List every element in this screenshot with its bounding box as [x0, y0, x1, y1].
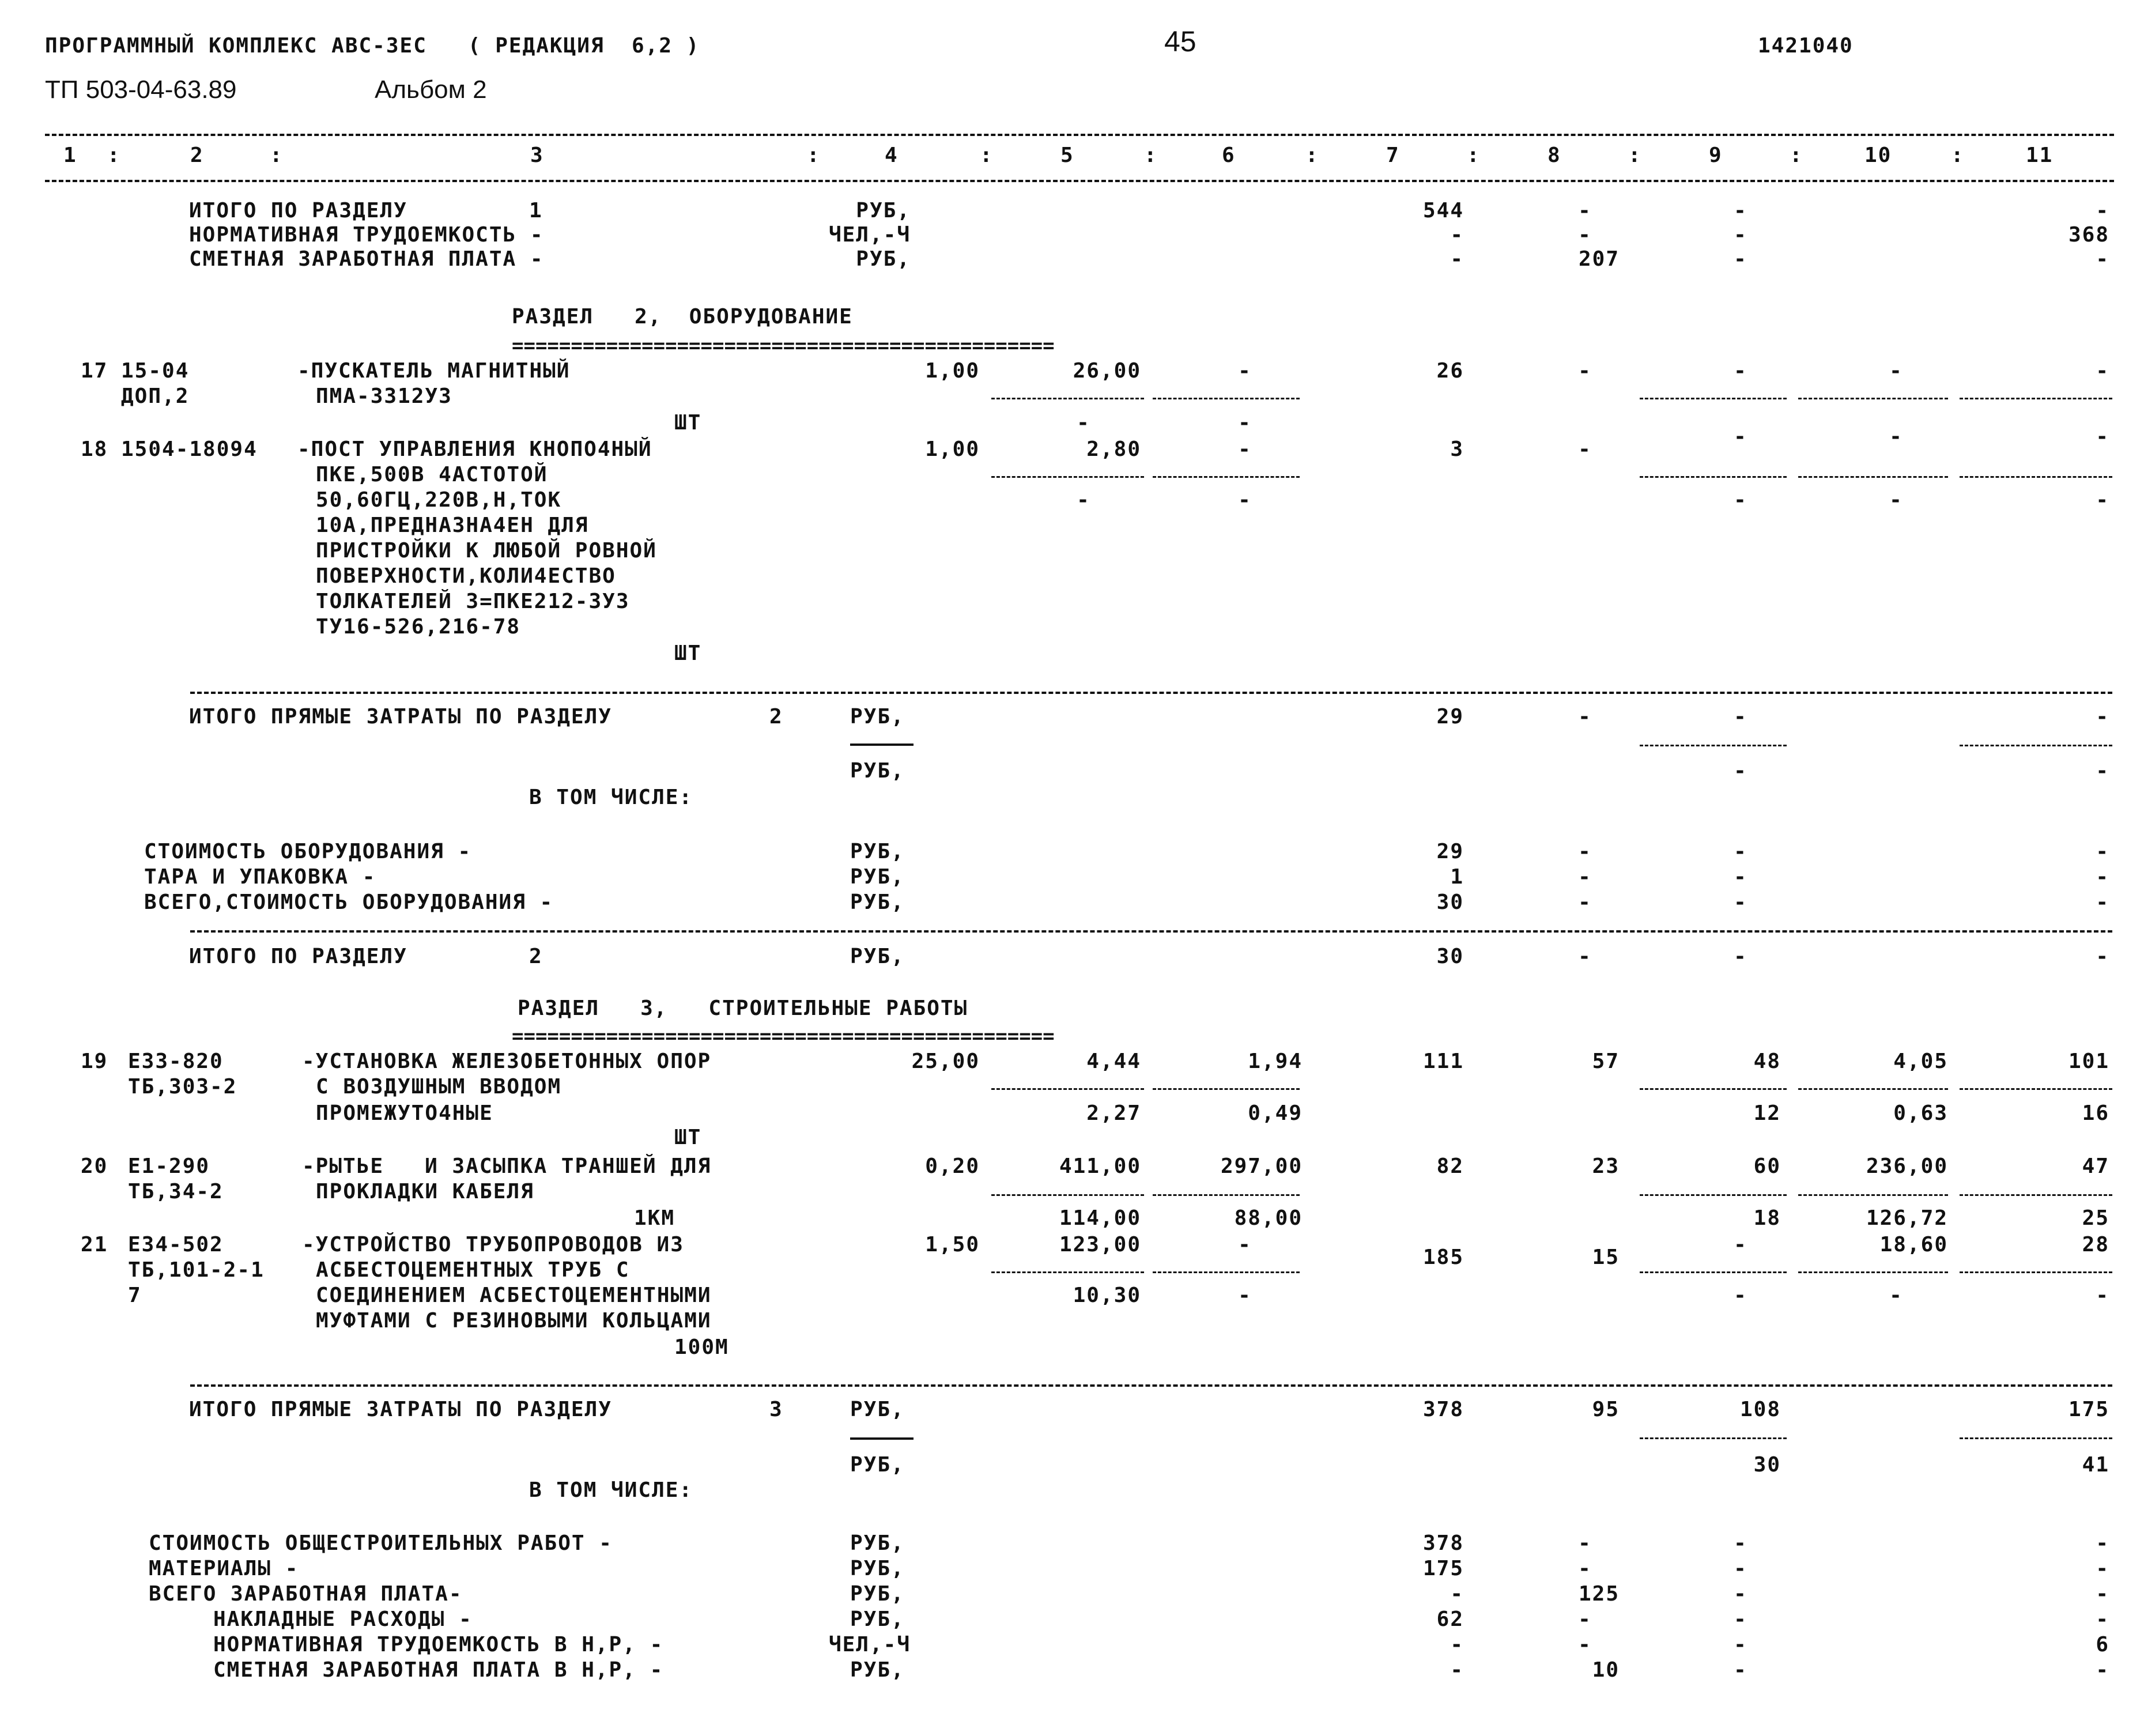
item-number: 17: [81, 359, 108, 383]
item-name: МУФТАМИ С РЕЗИНОВЫМИ КОЛЬЦАМИ: [316, 1309, 712, 1333]
col10-wage: 0,63: [1893, 1101, 1948, 1125]
col11-value: -: [2096, 1531, 2109, 1555]
unit: ЧЕЛ,-Ч: [828, 1633, 911, 1656]
col10-wage: 126,72: [1866, 1206, 1948, 1230]
col8-value: -: [1578, 199, 1592, 222]
col-header-3: 3: [530, 144, 544, 167]
col-header-9: 9: [1709, 144, 1723, 167]
col8-value: -: [1578, 437, 1592, 461]
subline: [1798, 1088, 1948, 1090]
col7-value: 185: [1422, 1246, 1464, 1269]
subline: [1153, 476, 1300, 478]
unit: РУБ,: [850, 759, 905, 783]
col11-value: -: [2096, 199, 2109, 222]
col11-value: -: [2096, 840, 2109, 863]
col7-value: 175: [1422, 1557, 1464, 1580]
section-rule: [190, 1384, 2112, 1387]
col-sep: :: [107, 144, 121, 167]
col-sep: :: [980, 144, 994, 167]
col7-value: 544: [1422, 199, 1464, 222]
subtotal-label: СМЕТНАЯ ЗАРАБОТНАЯ ПЛАТА -: [189, 247, 544, 271]
unit: РУБ,: [850, 1582, 905, 1606]
item-quantity: 1,00: [925, 437, 980, 461]
col10-value: 236,00: [1866, 1154, 1948, 1178]
subtotal-label: ИТОГО ПО РАЗДЕЛУ: [189, 199, 407, 222]
col7-value: 26: [1436, 359, 1464, 383]
unit: РУБ,: [856, 199, 911, 222]
item-code: ТБ,303-2: [128, 1075, 237, 1099]
col9-value: -: [1734, 199, 1747, 222]
col11-value: 28: [2082, 1233, 2109, 1256]
col-sep: :: [1467, 144, 1481, 167]
col11-value: 175: [2068, 1398, 2109, 1421]
item-code: 7: [128, 1284, 142, 1307]
document-code: 1421040: [1758, 34, 1854, 58]
col11-wage: -: [2096, 759, 2109, 783]
col8-value: 95: [1592, 1398, 1620, 1421]
col8-value: -: [1578, 1633, 1592, 1656]
unit: РУБ,: [850, 840, 905, 863]
col8-value: -: [1578, 1607, 1592, 1631]
col11-value: 6: [2096, 1633, 2109, 1656]
col11-wage: 16: [2082, 1101, 2109, 1125]
unit-labor-wage: -: [1238, 488, 1252, 512]
unit-cost-wage: -: [1077, 411, 1090, 435]
col8-value: -: [1578, 890, 1592, 914]
unit-labor-cost: -: [1238, 359, 1252, 383]
col7-value: 1: [1450, 865, 1464, 889]
col-sep: :: [807, 144, 821, 167]
section-number: 2: [769, 705, 783, 729]
col7-value: 378: [1422, 1531, 1464, 1555]
col-header-8: 8: [1547, 144, 1561, 167]
section-number: 2: [529, 945, 543, 968]
col9-value: -: [1734, 359, 1747, 383]
section-number: 3: [769, 1398, 783, 1421]
subline: [991, 398, 1144, 399]
col10-value: -: [1889, 425, 1903, 448]
item-code: 1504-18094: [121, 437, 258, 461]
col9-wage: 18: [1753, 1206, 1781, 1230]
item-name: ТУ16-526,216-78: [316, 615, 521, 639]
subline: [991, 1271, 1144, 1273]
subline: [1960, 1088, 2112, 1090]
subline: [1798, 1271, 1948, 1273]
unit-cost: 123,00: [1059, 1233, 1141, 1256]
item-name: ПОВЕРХНОСТИ,КОЛИ4ЕСТВО: [316, 564, 616, 588]
unit-labor-cost: 297,00: [1220, 1154, 1303, 1178]
item-name: 10А,ПРЕДНАЗНА4ЕН ДЛЯ: [316, 514, 589, 537]
section-total-label: ИТОГО ПО РАЗДЕЛУ: [189, 945, 407, 968]
unit: РУБ,: [850, 865, 905, 889]
col-sep: :: [270, 144, 284, 167]
direct-costs-label: ИТОГО ПРЯМЫЕ ЗАТРАТЫ ПО РАЗДЕЛУ: [189, 705, 612, 729]
col-header-11: 11: [2026, 144, 2054, 167]
item-code: Е34-502: [128, 1233, 224, 1256]
unit-labor-cost: -: [1238, 437, 1252, 461]
col8-value: 23: [1592, 1154, 1620, 1178]
col9-value: -: [1734, 705, 1747, 729]
unit-cost-wage: 2,27: [1086, 1101, 1141, 1125]
col11-value: -: [2096, 247, 2109, 271]
unit-cost-wage: 114,00: [1059, 1206, 1141, 1230]
page-number: 45: [1164, 25, 1196, 58]
item-unit: ШТ: [674, 411, 702, 435]
item-quantity: 25,00: [911, 1050, 980, 1073]
subline: [1960, 1271, 2112, 1273]
breakdown-label: ТАРА И УПАКОВКА -: [144, 865, 376, 889]
subline: [1153, 1088, 1300, 1090]
col9-value: -: [1734, 1531, 1747, 1555]
unit-labor-wage: 88,00: [1234, 1206, 1303, 1230]
col11-value: -: [2096, 359, 2109, 383]
col9-value: -: [1734, 1607, 1747, 1631]
subline: [1153, 1194, 1300, 1196]
item-code: ТБ,101-2-1: [128, 1258, 265, 1282]
item-quantity: 1,00: [925, 359, 980, 383]
unit-labor-cost: 1,94: [1248, 1050, 1303, 1073]
col8-value: 125: [1578, 1582, 1620, 1606]
project-code: ТП 503-04-63.89: [45, 76, 237, 104]
including-label: В ТОМ ЧИСЛЕ:: [529, 1478, 693, 1502]
subline: [1640, 1437, 1787, 1439]
item-unit: 1КМ: [634, 1206, 675, 1230]
subline: [1640, 1271, 1787, 1273]
col9-wage: 30: [1753, 1453, 1781, 1477]
section-title: РАЗДЕЛ 2, ОБОРУДОВАНИЕ: [512, 305, 853, 329]
col-header-4: 4: [885, 144, 899, 167]
col11-wage: 41: [2082, 1453, 2109, 1477]
section-underline: ==============================================: [512, 334, 1055, 357]
col11-wage: -: [2096, 488, 2109, 512]
col-header-7: 7: [1386, 144, 1400, 167]
subline: [991, 1194, 1144, 1196]
item-number: 18: [81, 437, 108, 461]
col11-value: -: [2096, 1557, 2109, 1580]
subline: [991, 1088, 1144, 1090]
col-sep: :: [1951, 144, 1965, 167]
item-code: 15-04: [121, 359, 190, 383]
col9-value: -: [1734, 840, 1747, 863]
col7-value: -: [1450, 1582, 1464, 1606]
col11-value: -: [2096, 1582, 2109, 1606]
col11-value: 47: [2082, 1154, 2109, 1178]
item-name: -ПУСКАТЕЛЬ МАГНИТНЫЙ: [297, 359, 571, 383]
album-label: Альбом 2: [375, 76, 487, 104]
col9-value: -: [1734, 1557, 1747, 1580]
item-code: ДОП,2: [121, 384, 190, 408]
item-unit: 100М: [674, 1335, 729, 1359]
col-sep: :: [1790, 144, 1803, 167]
col7-value: 30: [1436, 945, 1464, 968]
item-code: ТБ,34-2: [128, 1180, 224, 1203]
col9-wage: -: [1734, 488, 1747, 512]
col9-value: 108: [1739, 1398, 1781, 1421]
item-number: 19: [81, 1050, 108, 1073]
subline: [1960, 398, 2112, 399]
item-unit: ШТ: [674, 1126, 702, 1149]
col8-value: 15: [1592, 1246, 1620, 1269]
breakdown-label: ВСЕГО,СТОИМОСТЬ ОБОРУДОВАНИЯ -: [144, 890, 554, 914]
unit-cost: 26,00: [1073, 359, 1141, 383]
subline: [1798, 476, 1948, 478]
item-quantity: 1,50: [925, 1233, 980, 1256]
col-header-5: 5: [1060, 144, 1074, 167]
item-name: -ПОСТ УПРАВЛЕНИЯ КНОПО4НЫЙ: [297, 437, 652, 461]
col9-value: -: [1734, 865, 1747, 889]
breakdown-label: СТОИМОСТЬ ОБЩЕСТРОИТЕЛЬНЫХ РАБОТ -: [149, 1531, 613, 1555]
item-name: С ВОЗДУШНЫМ ВВОДОМ: [316, 1075, 562, 1099]
col7-value: 29: [1436, 705, 1464, 729]
col7-value: -: [1450, 247, 1464, 271]
col7-value: -: [1450, 1658, 1464, 1682]
col8-value: -: [1578, 223, 1592, 247]
col7-value: 82: [1436, 1154, 1464, 1178]
subline: [850, 744, 914, 746]
breakdown-label: СМЕТНАЯ ЗАРАБОТНАЯ ПЛАТА В Н,Р, -: [213, 1658, 664, 1682]
col9-value: -: [1734, 1658, 1747, 1682]
col9-wage: -: [1734, 759, 1747, 783]
col-sep: :: [1305, 144, 1319, 167]
col11-value: 368: [2068, 223, 2109, 247]
section-rule: [190, 692, 2112, 694]
col8-value: 207: [1578, 247, 1620, 271]
subline: [1960, 1194, 2112, 1196]
breakdown-label: НАКЛАДНЫЕ РАСХОДЫ -: [213, 1607, 473, 1631]
direct-costs-label: ИТОГО ПРЯМЫЕ ЗАТРАТЫ ПО РАЗДЕЛУ: [189, 1398, 612, 1421]
col10-value: 18,60: [1879, 1233, 1948, 1256]
item-name: ТОЛКАТЕЛЕЙ 3=ПКЕ212-3У3: [316, 590, 630, 613]
subline: [1640, 1088, 1787, 1090]
col10-wage: -: [1889, 488, 1903, 512]
unit: РУБ,: [850, 705, 905, 729]
item-quantity: 0,20: [925, 1154, 980, 1178]
subline: [1640, 398, 1787, 399]
col7-value: 3: [1450, 437, 1464, 461]
col-header-1: 1: [63, 144, 77, 167]
section-title: РАЗДЕЛ 3, СТРОИТЕЛЬНЫЕ РАБОТЫ: [518, 997, 968, 1020]
col9-value: -: [1734, 1582, 1747, 1606]
col10-wage: -: [1889, 1284, 1903, 1307]
item-number: 21: [81, 1233, 108, 1256]
col9-value: 60: [1753, 1154, 1781, 1178]
subline: [1798, 1194, 1948, 1196]
col9-wage: -: [1734, 1284, 1747, 1307]
item-code: Е33-820: [128, 1050, 224, 1073]
col9-value: -: [1734, 1633, 1747, 1656]
col-sep: :: [1628, 144, 1642, 167]
unit-labor-cost: -: [1238, 1233, 1252, 1256]
col11-value: 101: [2068, 1050, 2109, 1073]
subline: [1153, 1271, 1300, 1273]
subline: [1640, 745, 1787, 746]
col8-value: -: [1578, 1531, 1592, 1555]
col9-value: -: [1734, 1233, 1747, 1256]
col7-value: 29: [1436, 840, 1464, 863]
subline: [1640, 476, 1787, 478]
item-name: -УСТАНОВКА ЖЕЛЕЗОБЕТОННЫХ ОПОР: [302, 1050, 712, 1073]
item-name: СОЕДИНЕНИЕМ АСБЕСТОЦЕМЕНТНЫМИ: [316, 1284, 712, 1307]
subline: [1960, 1437, 2112, 1439]
unit: РУБ,: [850, 890, 905, 914]
section-underline: ==============================================: [512, 1025, 1055, 1048]
col7-value: 378: [1422, 1398, 1464, 1421]
unit-cost: 2,80: [1086, 437, 1141, 461]
col11-value: -: [2096, 705, 2109, 729]
program-title: ПРОГРАММНЫЙ КОМПЛЕКС АВС-ЗЕС ( РЕДАКЦИЯ 6,2 ): [45, 34, 700, 58]
subline: [1960, 745, 2112, 746]
col11-wage: 25: [2082, 1206, 2109, 1230]
unit: РУБ,: [850, 1607, 905, 1631]
subline: [991, 476, 1144, 478]
unit: РУБ,: [856, 247, 911, 271]
unit: РУБ,: [850, 1453, 905, 1477]
col8-value: -: [1578, 359, 1592, 383]
header-rule-bottom: [45, 180, 2114, 182]
col9-value: 48: [1753, 1050, 1781, 1073]
col11-wage: -: [2096, 1284, 2109, 1307]
col-sep: :: [1144, 144, 1158, 167]
col9-wage: 12: [1753, 1101, 1781, 1125]
unit: РУБ,: [850, 1398, 905, 1421]
subline: [850, 1437, 914, 1440]
col11-value: -: [2096, 1607, 2109, 1631]
unit: РУБ,: [850, 1531, 905, 1555]
unit-cost: 4,44: [1086, 1050, 1141, 1073]
col8-value: -: [1578, 865, 1592, 889]
col9-value: -: [1734, 945, 1747, 968]
item-name: ПРОКЛАДКИ КАБЕЛЯ: [316, 1180, 534, 1203]
subtotal-label: НОРМАТИВНАЯ ТРУДОЕМКОСТЬ -: [189, 223, 544, 247]
section-number: 1: [529, 199, 543, 222]
col8-value: -: [1578, 945, 1592, 968]
col7-value: -: [1450, 223, 1464, 247]
col7-value: 30: [1436, 890, 1464, 914]
col11-value: -: [2096, 425, 2109, 448]
item-name: -УСТРОЙСТВО ТРУБОПРОВОДОВ ИЗ: [302, 1233, 684, 1256]
item-code: Е1-290: [128, 1154, 210, 1178]
unit: ЧЕЛ,-Ч: [828, 223, 911, 247]
subline: [1960, 476, 2112, 478]
col9-value: -: [1734, 425, 1747, 448]
item-name: ПРИСТРОЙКИ К ЛЮБОЙ РОВНОЙ: [316, 539, 657, 563]
breakdown-label: СТОИМОСТЬ ОБОРУДОВАНИЯ -: [144, 840, 472, 863]
subline: [1640, 1194, 1787, 1196]
header-rule-top: [45, 134, 2114, 136]
col8-value: -: [1578, 705, 1592, 729]
col9-value: -: [1734, 223, 1747, 247]
breakdown-label: МАТЕРИАЛЫ -: [149, 1557, 299, 1580]
item-name: ПКЕ,500В 4АСТОТОЙ: [316, 463, 548, 486]
unit-labor-wage: -: [1238, 411, 1252, 435]
col8-value: 10: [1592, 1658, 1620, 1682]
col7-value: 111: [1422, 1050, 1464, 1073]
col8-value: 57: [1592, 1050, 1620, 1073]
item-unit: ШТ: [674, 641, 702, 665]
item-name: АСБЕСТОЦЕМЕНТНЫХ ТРУБ С: [316, 1258, 630, 1282]
item-name: -РЫТЬЕ И ЗАСЫПКА ТРАНШЕЙ ДЛЯ: [302, 1154, 712, 1178]
item-name: ПМА-3312У3: [316, 384, 452, 408]
unit: РУБ,: [850, 1557, 905, 1580]
col8-value: -: [1578, 840, 1592, 863]
col8-value: -: [1578, 1557, 1592, 1580]
item-name: ПРОМЕЖУТО4НЫЕ: [316, 1101, 493, 1125]
unit-cost-wage: 10,30: [1073, 1284, 1141, 1307]
col9-value: -: [1734, 247, 1747, 271]
col-header-2: 2: [190, 144, 204, 167]
including-label: В ТОМ ЧИСЛЕ:: [529, 786, 693, 809]
item-number: 20: [81, 1154, 108, 1178]
subline: [1798, 398, 1948, 399]
unit: РУБ,: [850, 945, 905, 968]
col11-value: -: [2096, 1658, 2109, 1682]
col11-value: -: [2096, 945, 2109, 968]
col10-value: -: [1889, 359, 1903, 383]
breakdown-label: НОРМАТИВНАЯ ТРУДОЕМКОСТЬ В Н,Р, -: [213, 1633, 664, 1656]
section-rule: [190, 930, 2112, 933]
col7-value: -: [1450, 1633, 1464, 1656]
col9-value: -: [1734, 890, 1747, 914]
unit-cost: 411,00: [1059, 1154, 1141, 1178]
item-name: 50,60ГЦ,220В,Н,ТОК: [316, 488, 562, 512]
col11-value: -: [2096, 890, 2109, 914]
col10-value: 4,05: [1893, 1050, 1948, 1073]
subline: [1153, 398, 1300, 399]
unit-labor-wage: -: [1238, 1284, 1252, 1307]
unit-cost-wage: -: [1077, 488, 1090, 512]
unit-labor-wage: 0,49: [1248, 1101, 1303, 1125]
col11-value: -: [2096, 865, 2109, 889]
breakdown-label: ВСЕГО ЗАРАБОТНАЯ ПЛАТА-: [149, 1582, 463, 1606]
col-header-6: 6: [1222, 144, 1236, 167]
col-header-10: 10: [1864, 144, 1892, 167]
unit: РУБ,: [850, 1658, 905, 1682]
col7-value: 62: [1436, 1607, 1464, 1631]
